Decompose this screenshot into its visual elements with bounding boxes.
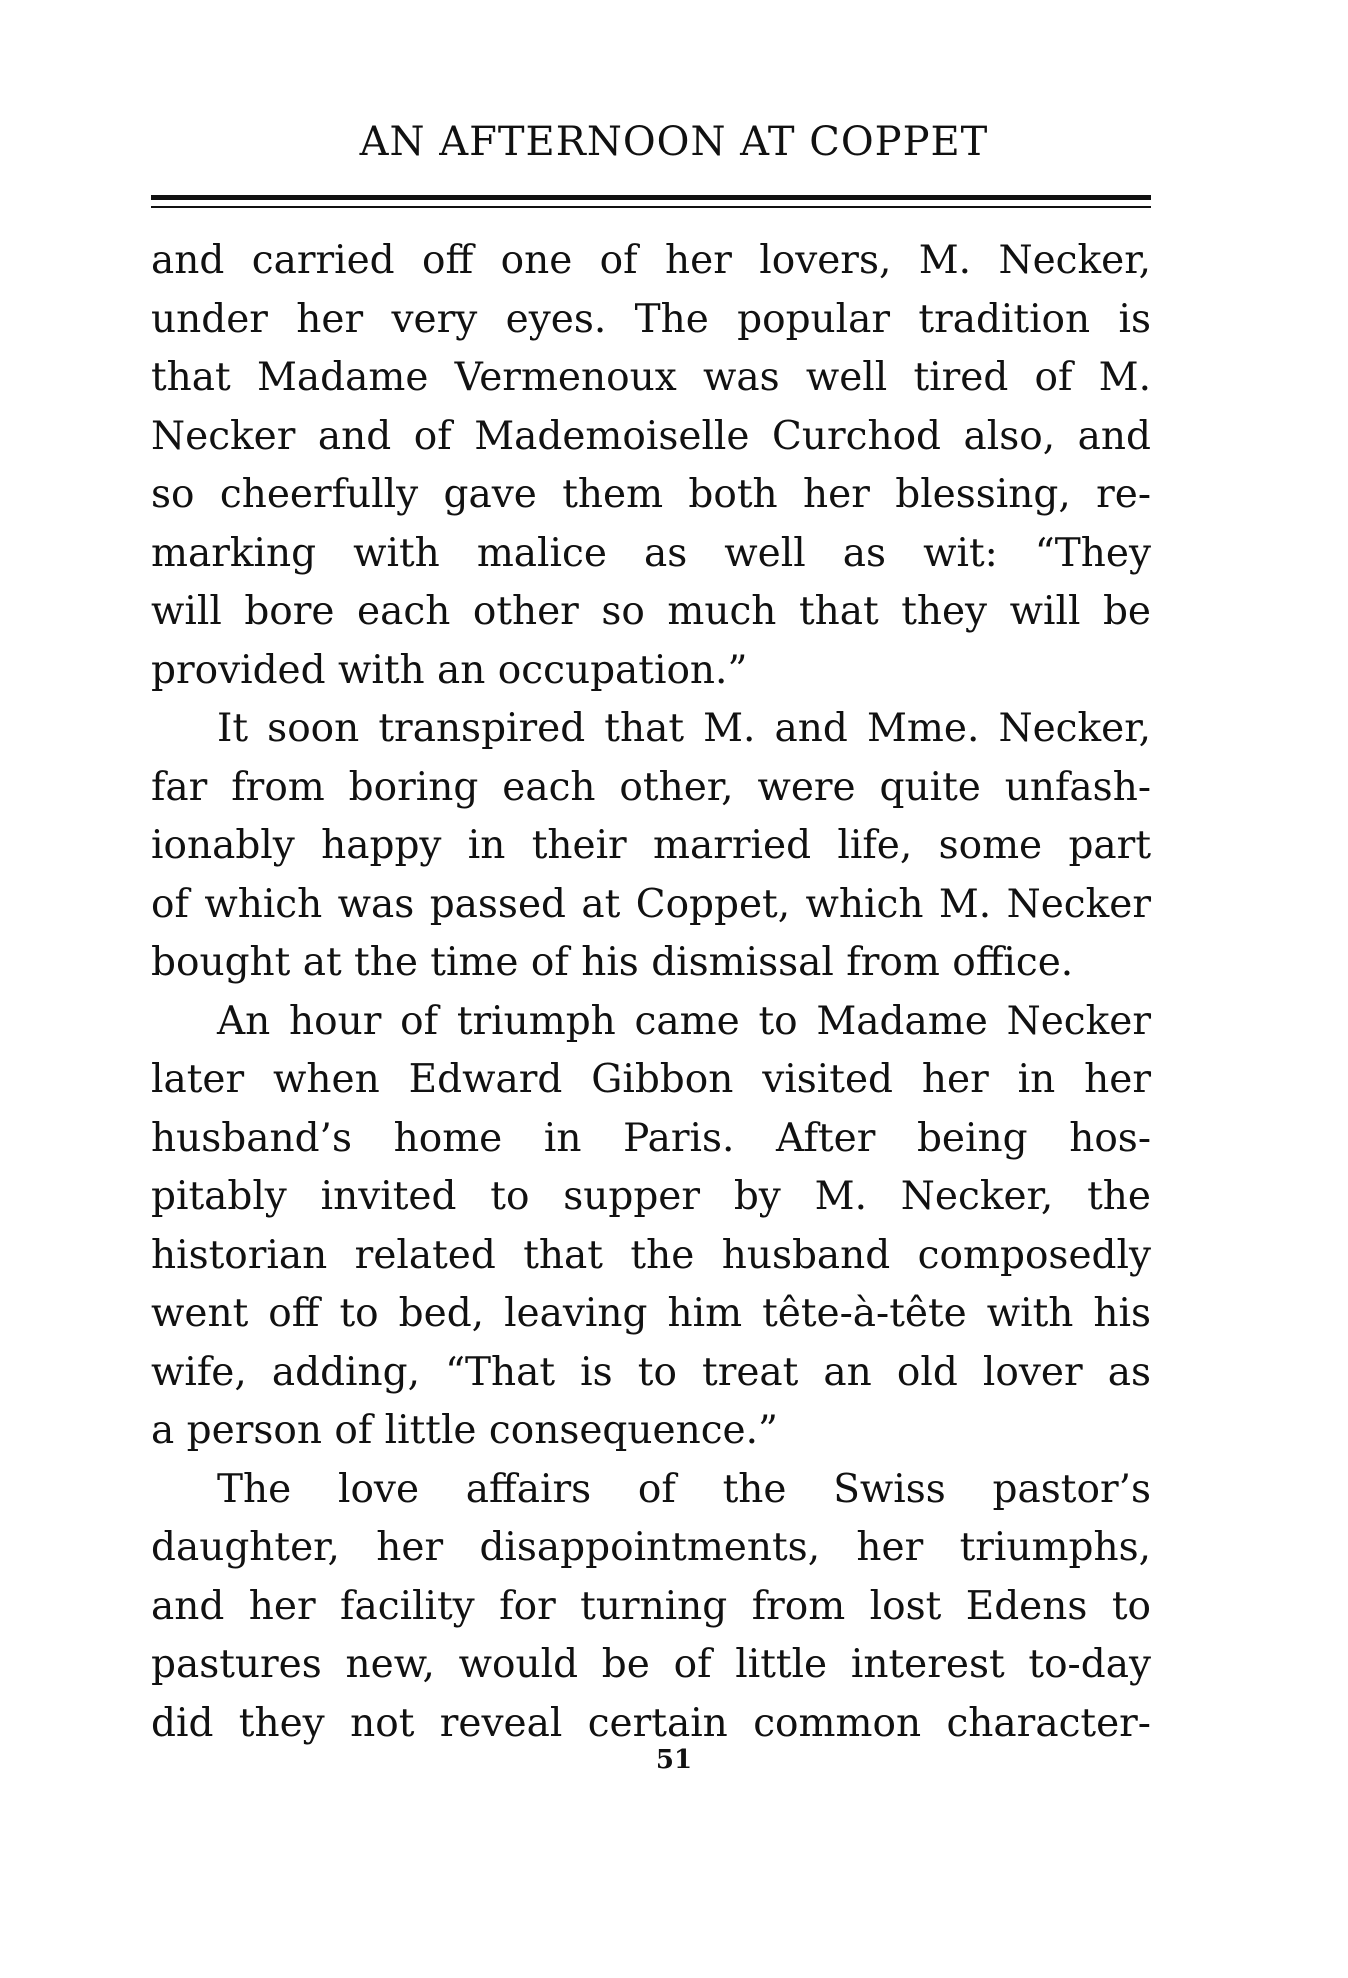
running-head: AN AFTERNOON AT COPPET	[359, 119, 989, 165]
body-text	[151, 232, 1151, 1753]
text-line: wife, adding, “That is to treat an old lover as	[151, 1349, 1151, 1395]
text-line: and carried off one of her lovers, M. Necker,	[151, 238, 1151, 283]
text-line: marking with malice as well as wit: “They	[151, 530, 1151, 576]
header-rule-thick	[151, 195, 1151, 200]
text-line: far from boring each other, were quite unfash-	[151, 764, 1151, 810]
text-line: bought at the time of his dismissal from office.	[151, 940, 1074, 985]
text-line: provided with an occupation.”	[151, 647, 748, 693]
text-line: Necker and of Mademoiselle Curchod also, and	[151, 413, 1151, 459]
text-line: a person of little consequence.”	[151, 1408, 778, 1453]
text-line: It soon transpired that M. and Mme. Necker,	[217, 706, 1151, 751]
text-line: that Madame Vermenoux was well tired of M.	[151, 355, 1151, 400]
text-line: and her facility for turning from lost Edens to	[151, 1583, 1151, 1629]
text-line: pastures new, would be of little interest to-day	[151, 1642, 1151, 1687]
text-line: did they not reveal certain common character-	[151, 1700, 1151, 1746]
text-line: pitably invited to supper by M. Necker, the	[151, 1174, 1151, 1219]
text-line: The love affairs of the Swiss pastor’s	[217, 1466, 1151, 1512]
text-line: under her very eyes. The popular tradition is	[151, 296, 1151, 342]
page-number: 51	[655, 1745, 693, 1775]
text-line: daughter, her disappointments, her triumphs,	[151, 1525, 1151, 1570]
text-line: went off to bed, leaving him tête-à-tête with his	[151, 1291, 1151, 1336]
header-rule-thin	[151, 206, 1151, 208]
text-line: will bore each other so much that they will be	[151, 589, 1151, 634]
text-line: later when Edward Gibbon visited her in her	[151, 1057, 1151, 1102]
text-line: husband’s home in Paris. After being hos-	[151, 1115, 1151, 1161]
text-line: ionably happy in their married life, some part	[151, 823, 1151, 868]
text-line: historian related that the husband composedly	[151, 1232, 1151, 1278]
text-line: An hour of triumph came to Madame Necker	[217, 998, 1151, 1044]
text-line: so cheerfully gave them both her blessing, re-	[151, 472, 1151, 517]
text-line: of which was passed at Coppet, which M. Necker	[151, 881, 1151, 927]
